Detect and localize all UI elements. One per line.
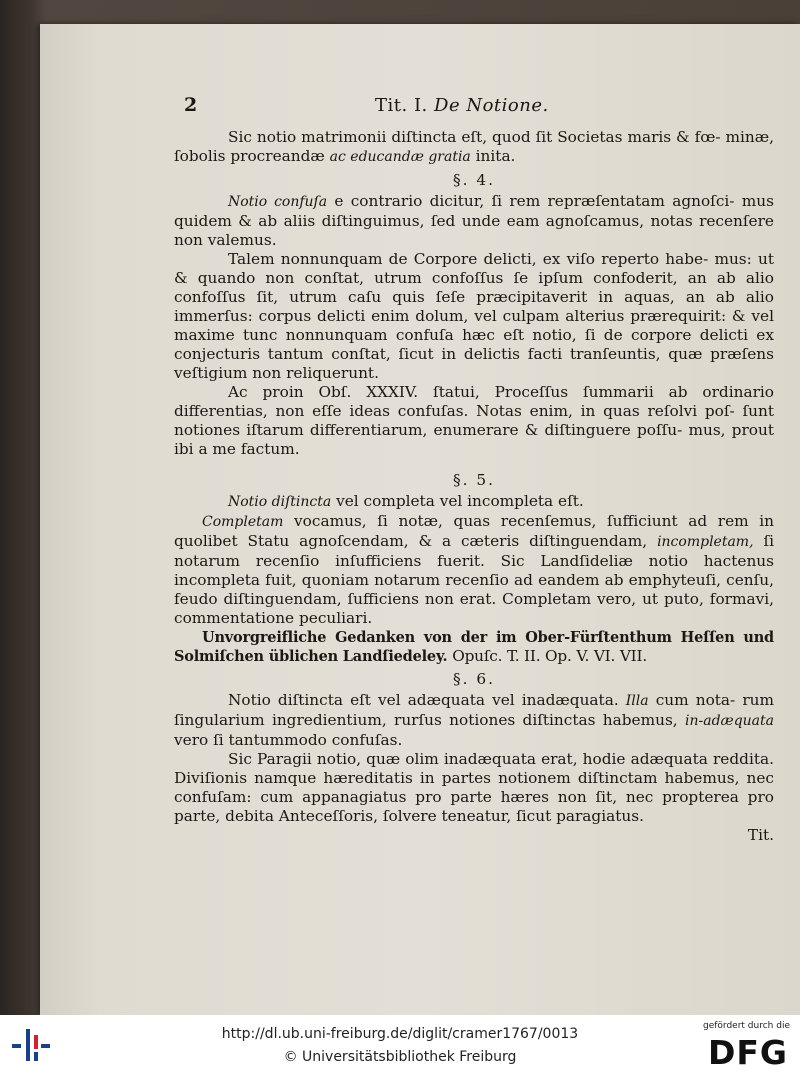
italic-term: Notio confuſa <box>228 194 328 210</box>
paragraph-5a <box>174 492 774 512</box>
fraktur-citation <box>174 628 774 666</box>
italic-term: in- <box>685 713 704 729</box>
text-line: quolibet Statu agnoſcendam, & a cæteris diſtinguendam, <box>174 532 648 550</box>
text-line: mus, prout ibi a me factum. <box>174 421 774 458</box>
text-line: vocamus, ſi notæ, quas recenſemus, ſufficiunt ad rem in <box>294 512 774 530</box>
italic-term: Notio diſtincta <box>228 494 332 510</box>
section-heading-4: §. 4. <box>453 171 495 189</box>
text-line: Sic notio matrimonii diſtincta eſt, quod ſit Societas maris & fœ- <box>228 128 721 146</box>
text-line: mus quidem & ab aliis diſtinguimus, ſed unde eam agnoſcamus, notas <box>174 192 774 230</box>
text-line: incompleta fuit, quoniam notarum recenſio ad eandem ab emphyteuſi, <box>174 571 721 589</box>
text-line: minæ, ſobolis procreandæ <box>174 128 774 165</box>
running-title-italic: De Notione. <box>434 95 549 116</box>
italic-text: ac educandæ gratia <box>329 149 471 165</box>
book-page <box>40 24 800 1015</box>
text-line: vero ſi tantummodo confuſas. <box>174 731 403 749</box>
dfg-funding-note: gefördert durch die <box>703 1021 790 1031</box>
italic-term: adæquata <box>703 713 774 729</box>
italic-term: incompletam, <box>657 534 754 550</box>
text-line: ſi notarum recenſio inſufficiens fuerit. Sic Landſideliæ notio hactenus <box>174 532 774 570</box>
citation-reference: Opuſc. T. II. Op. V. VI. VII. <box>452 647 648 665</box>
fraktur-line: Solmiſchen üblichen Landſiedeley. <box>174 648 448 665</box>
paragraph-4b <box>174 250 774 383</box>
text-line: Notio diſtincta eſt vel adæquata vel inadæquata. <box>228 691 619 709</box>
paragraph-6b <box>174 750 774 826</box>
catchword: Tit. <box>747 826 774 844</box>
copyright-notice: © Universitätsbibliothek Freiburg <box>283 1049 517 1065</box>
text-line: habemus, nec confuſam: cum appanagiatus pro parte hæres non ſit, nec <box>174 769 774 806</box>
running-title-prefix: Tit. I. <box>375 95 428 116</box>
running-title <box>375 96 549 115</box>
page-number: 2 <box>184 94 198 116</box>
running-head <box>174 96 774 122</box>
italic-term: Completam <box>202 514 284 530</box>
text-line: propterea pro parte, debita Anteceſſoris, ſolvere teneatur, ſicut paragiatus. <box>174 788 774 825</box>
page-text-block <box>174 96 774 845</box>
text-line: an ab alio immerſus: corpus delicti enim dolum, vel culpam alterius <box>174 288 774 325</box>
text-line: e contrario dicitur, ſi rem repræſentatam agnoſci- <box>334 192 735 210</box>
text-line: ſunt notiones iſtarum differentiarum, enumerare & diſtinguere poſſu- <box>174 402 774 439</box>
text-line: inita. <box>475 147 516 165</box>
text-line: Talem nonnunquam de Corpore delicti, ex viſo reperto habe- <box>228 250 709 268</box>
text-line: reddita. Diviſionis namque hæreditatis in partes notionem diſtinctam <box>174 750 774 787</box>
permalink-url[interactable]: http://dl.ub.uni-freiburg.de/diglit/cramer1767/0013 <box>221 1026 579 1042</box>
text-line: mus: ut & quando non conſtat, utrum confoſſus ſe ipſum confoderit, <box>174 250 774 287</box>
text-line: prærequirit: & vel maxime tunc nonnunquam confuſa hæc eſt notio, <box>174 307 774 344</box>
section-heading-6: §. 6. <box>453 670 495 688</box>
dfg-logo: DFG <box>707 1033 788 1072</box>
paragraph-5b <box>174 512 774 628</box>
text-line: ſi de corpore delicti ex conjecturis tantum conſtat, ſicut in delictis facti <box>174 326 774 363</box>
text-line: rum ſingularium ingredientium, rurſus notiones diſtinctas habemus, <box>174 691 774 729</box>
paragraph-6a <box>174 691 774 750</box>
text-line: an ab alio confoſſus ſit, utrum caſu quis ſeſe præcipitaverit in aquas, <box>174 269 774 306</box>
footer-bar <box>0 1015 800 1072</box>
text-line: Ac proin Obſ. XXXIV. ſtatui, Proceſſus ſummarii ab ordinario <box>228 383 774 401</box>
text-line: vel completa vel incompleta eſt. <box>336 492 584 510</box>
italic-term: Illa <box>625 693 649 709</box>
text-line: cenſu, feudo diſtinguendam, ſufficiens non erat. Completam vero, <box>174 571 774 608</box>
paragraph-4a <box>174 192 774 250</box>
text-line: recenſere non valemus. <box>174 212 774 249</box>
text-line: cum nota- <box>655 691 736 709</box>
text-line: ut puto, formavi, commentatione peculiari. <box>174 590 774 627</box>
paragraph-4c <box>174 383 774 459</box>
text-line: tranſeuntis, quæ præſens veſtigium non reliquerunt. <box>174 345 774 382</box>
text-line: Sic Paragii notio, quæ olim inadæquata erat, hodie adæquata <box>228 750 708 768</box>
text-line: differentias, non eſſe ideas confuſas. Notas enim, in quas reſolvi poſ- <box>174 402 735 420</box>
section-heading-5: §. 5. <box>453 471 495 489</box>
fraktur-line: Unvorgreifliche Gedanken von der im Ober-Fürſtenthum Heſſen und <box>202 629 774 646</box>
paragraph-3-end <box>174 128 774 167</box>
